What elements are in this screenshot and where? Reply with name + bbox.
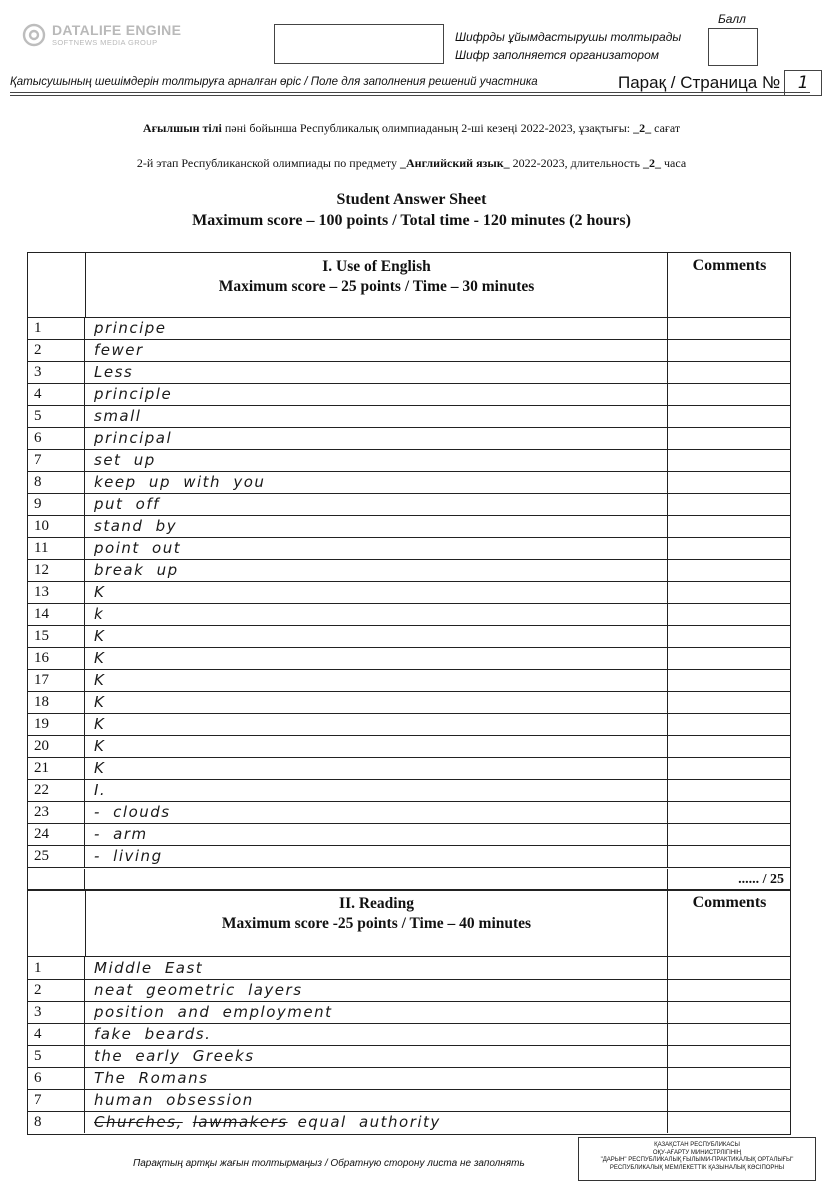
watermark-title: DATALIFE ENGINE [52, 22, 182, 38]
section2-header-num [28, 890, 86, 956]
row-number: 2 [28, 339, 85, 361]
sheet-title: Student Answer Sheet [336, 191, 487, 208]
row-comment [669, 471, 790, 493]
row-answer: Middle East [86, 957, 668, 979]
row-comment [669, 317, 790, 339]
table-row [28, 537, 790, 560]
watermark-subtitle: SOFTNEWS MEDIA GROUP [52, 38, 158, 47]
row-answer: K [86, 581, 668, 603]
page-number: 1 [784, 70, 822, 96]
row-answer: stand by [86, 515, 668, 537]
row-answer: neat geometric layers [86, 979, 668, 1001]
row-answer: K [86, 713, 668, 735]
table-row [28, 427, 790, 450]
row-comment [669, 1111, 790, 1133]
row-comment [669, 823, 790, 845]
row-number: 21 [28, 757, 85, 779]
struck-answer: lawmakers [192, 1113, 288, 1131]
row-answer: - living [86, 845, 668, 867]
stamp-line: "ДАРЫН" РЕСПУБЛИКАЛЫҚ ҒЫЛЫМИ-ПРАКТИКАЛЫҚ ОРТАЛЫҒЫ" [600, 1157, 794, 1163]
table-row [28, 625, 790, 648]
table-row [28, 979, 790, 1002]
struck-answer: Churches, [94, 1113, 183, 1131]
table-row [28, 581, 790, 604]
intro-ru-hours: _2_ [642, 156, 661, 170]
row-answer: principle [86, 383, 668, 405]
section2-title: II. Reading [339, 895, 414, 912]
row-comment [669, 845, 790, 867]
row-comment [669, 1089, 790, 1111]
row-number: 8 [28, 471, 85, 493]
row-answer: break up [86, 559, 668, 581]
row-answer: - arm [86, 823, 668, 845]
row-number: 12 [28, 559, 85, 581]
section1-score-num [28, 869, 85, 891]
row-number: 6 [28, 1067, 85, 1089]
cipher-box [274, 24, 444, 64]
table-row [28, 449, 790, 472]
table-row [28, 669, 790, 692]
row-comment [669, 383, 790, 405]
row-answer: set up [86, 449, 668, 471]
section1-header-num [28, 253, 86, 317]
table-row [28, 1045, 790, 1068]
table-row [28, 779, 790, 802]
row-answer: The Romans [86, 1067, 668, 1089]
row-comment [669, 559, 790, 581]
row-comment [669, 713, 790, 735]
row-comment [669, 1001, 790, 1023]
table-row [28, 845, 790, 868]
header-divider-2 [10, 95, 810, 96]
table-row [28, 339, 790, 362]
table-row [28, 383, 790, 406]
score-label: Балл [718, 12, 746, 26]
row-number: 19 [28, 713, 85, 735]
stamp-line: ҚАЗАҚСТАН РЕСПУБЛИКАСЫ [654, 1142, 740, 1148]
table-row [28, 1111, 790, 1133]
table-row [28, 691, 790, 714]
table-row [28, 713, 790, 736]
row-comment [669, 449, 790, 471]
table-row [28, 801, 790, 824]
row-comment [669, 1023, 790, 1045]
row-comment [669, 603, 790, 625]
table-row [28, 647, 790, 670]
section2-header [28, 889, 790, 957]
table-row [28, 493, 790, 516]
row-number: 20 [28, 735, 85, 757]
intro-kz-hours: _2_ [633, 121, 652, 135]
table-row [28, 603, 790, 626]
cipher-note-ru: Шифр заполняется организатором [455, 48, 659, 62]
row-number: 15 [28, 625, 85, 647]
intro-kz-unit: сағат [651, 121, 681, 135]
row-answer: human obsession [86, 1089, 668, 1111]
use-of-english-table [27, 252, 791, 891]
row-comment [669, 339, 790, 361]
row-number: 3 [28, 1001, 85, 1023]
table-row [28, 957, 790, 980]
row-number: 22 [28, 779, 85, 801]
row-comment [669, 537, 790, 559]
row-answer: small [86, 405, 668, 427]
row-answer: - clouds [86, 801, 668, 823]
table-row [28, 735, 790, 758]
watermark-icon [22, 23, 46, 47]
row-comment [669, 1045, 790, 1067]
row-comment [669, 957, 790, 979]
row-answer [86, 1111, 668, 1133]
row-answer: K [86, 669, 668, 691]
table-row [28, 1001, 790, 1024]
row-number: 16 [28, 647, 85, 669]
cipher-note-kz: Шифрды ұйымдастырушы толтырады [455, 30, 682, 44]
section1-score-row [28, 869, 790, 891]
footer-note: Парақтың артқы жағын толтырмаңыз / Обратную сторону листа не заполнять [133, 1158, 525, 1169]
intro-ru-unit: часа [660, 156, 687, 170]
section1-title: I. Use of English [322, 258, 431, 275]
reading-table [27, 889, 791, 1135]
intro-ru-text: 2-й этап Республиканской олимпиады по предмету [136, 156, 401, 170]
sheet-subtitle: Maximum score – 100 points / Total time - 120 minutes (2 hours) [192, 212, 631, 229]
row-answer: K [86, 757, 668, 779]
section1-comments-header: Comments [692, 257, 767, 274]
table-row [28, 405, 790, 428]
row-comment [669, 1067, 790, 1089]
row-number: 4 [28, 1023, 85, 1045]
stamp-line: РЕСПУБЛИКАЛЫҚ МЕМЛЕКЕТТІК ҚАЗЫНАЛЫҚ КӘСІПОРНЫ [609, 1164, 785, 1171]
row-number: 18 [28, 691, 85, 713]
row-comment [669, 361, 790, 383]
row-number: 7 [28, 1089, 85, 1111]
table-row [28, 559, 790, 582]
row-answer: K [86, 691, 668, 713]
header-divider [10, 92, 810, 93]
row-number: 23 [28, 801, 85, 823]
row-answer: point out [86, 537, 668, 559]
row-number: 8 [28, 1111, 85, 1133]
row-comment [669, 647, 790, 669]
row-comment [669, 581, 790, 603]
row-comment [669, 625, 790, 647]
row-number: 7 [28, 449, 85, 471]
intro-kz-text: пәні бойынша Республикалық олимпиаданың 2-ші кезеңі 2022-2023, ұзақтығы: [221, 121, 634, 135]
row-number: 2 [28, 979, 85, 1001]
intro-ru [0, 156, 823, 171]
answer-field-label: Қатысушының шешімдерін толтыруға арналған өріс / Поле для заполнения решений участника [10, 76, 538, 88]
section2-heading [86, 890, 668, 956]
row-number: 9 [28, 493, 85, 515]
row-answer: the early Greeks [86, 1045, 668, 1067]
row-number: 3 [28, 361, 85, 383]
row-comment [669, 779, 790, 801]
table-row [28, 317, 790, 340]
row-comment [669, 493, 790, 515]
row-answer: fake beards. [86, 1023, 668, 1045]
table-row [28, 1023, 790, 1046]
row-number: 1 [28, 317, 85, 339]
row-comment [669, 427, 790, 449]
row-number: 5 [28, 1045, 85, 1067]
section1-subtitle: Maximum score – 25 points / Time – 30 minutes [218, 278, 535, 295]
table-row [28, 757, 790, 780]
row-number: 14 [28, 603, 85, 625]
row-comment [669, 515, 790, 537]
row-answer: K [86, 625, 668, 647]
table-row [28, 471, 790, 494]
row-answer: keep up with you [86, 471, 668, 493]
row-answer: principe [86, 317, 668, 339]
row-comment [669, 405, 790, 427]
table-row [28, 361, 790, 384]
row-answer: fewer [86, 339, 668, 361]
row-comment [669, 979, 790, 1001]
row-answer: put off [86, 493, 668, 515]
row-comment [669, 669, 790, 691]
answer-text: equal authority [297, 1113, 441, 1131]
row-answer: K [86, 735, 668, 757]
section2-comments-header: Comments [692, 894, 767, 911]
intro-ru-subject: _Английский язык_ [400, 156, 510, 170]
section1-header [28, 253, 790, 318]
table-row [28, 1089, 790, 1112]
row-comment [669, 757, 790, 779]
row-number: 11 [28, 537, 85, 559]
cipher-note [455, 28, 681, 64]
intro-kz [0, 121, 823, 136]
section1-score-answer [86, 869, 668, 891]
row-comment [669, 735, 790, 757]
row-number: 13 [28, 581, 85, 603]
row-answer: position and employment [86, 1001, 668, 1023]
row-answer: k [86, 603, 668, 625]
row-answer: I. [86, 779, 668, 801]
row-number: 5 [28, 405, 85, 427]
row-number: 24 [28, 823, 85, 845]
row-number: 10 [28, 515, 85, 537]
page-label: Парақ / Страница № [618, 73, 781, 92]
row-answer: K [86, 647, 668, 669]
table-row [28, 1067, 790, 1090]
table-row [28, 515, 790, 538]
row-number: 6 [28, 427, 85, 449]
section1-heading [86, 253, 668, 317]
section1-score: ...... / 25 [738, 872, 784, 887]
row-comment [669, 691, 790, 713]
score-box [708, 28, 758, 66]
row-number: 1 [28, 957, 85, 979]
watermark-logo [22, 22, 181, 47]
stamp-line: ОҚУ-АҒАРТУ МИНИСТРЛІГІНІҢ [652, 1149, 742, 1156]
row-number: 17 [28, 669, 85, 691]
table-row [28, 823, 790, 846]
row-comment [669, 801, 790, 823]
row-number: 25 [28, 845, 85, 867]
organization-stamp [578, 1137, 816, 1181]
row-answer: principal [86, 427, 668, 449]
row-answer: Less [86, 361, 668, 383]
section2-subtitle: Maximum score -25 points / Time – 40 minutes [221, 915, 532, 932]
row-number: 4 [28, 383, 85, 405]
intro-ru-text-2: 2022-2023, длительность [509, 156, 643, 170]
intro-kz-subject: Ағылшын тілі [142, 121, 222, 135]
